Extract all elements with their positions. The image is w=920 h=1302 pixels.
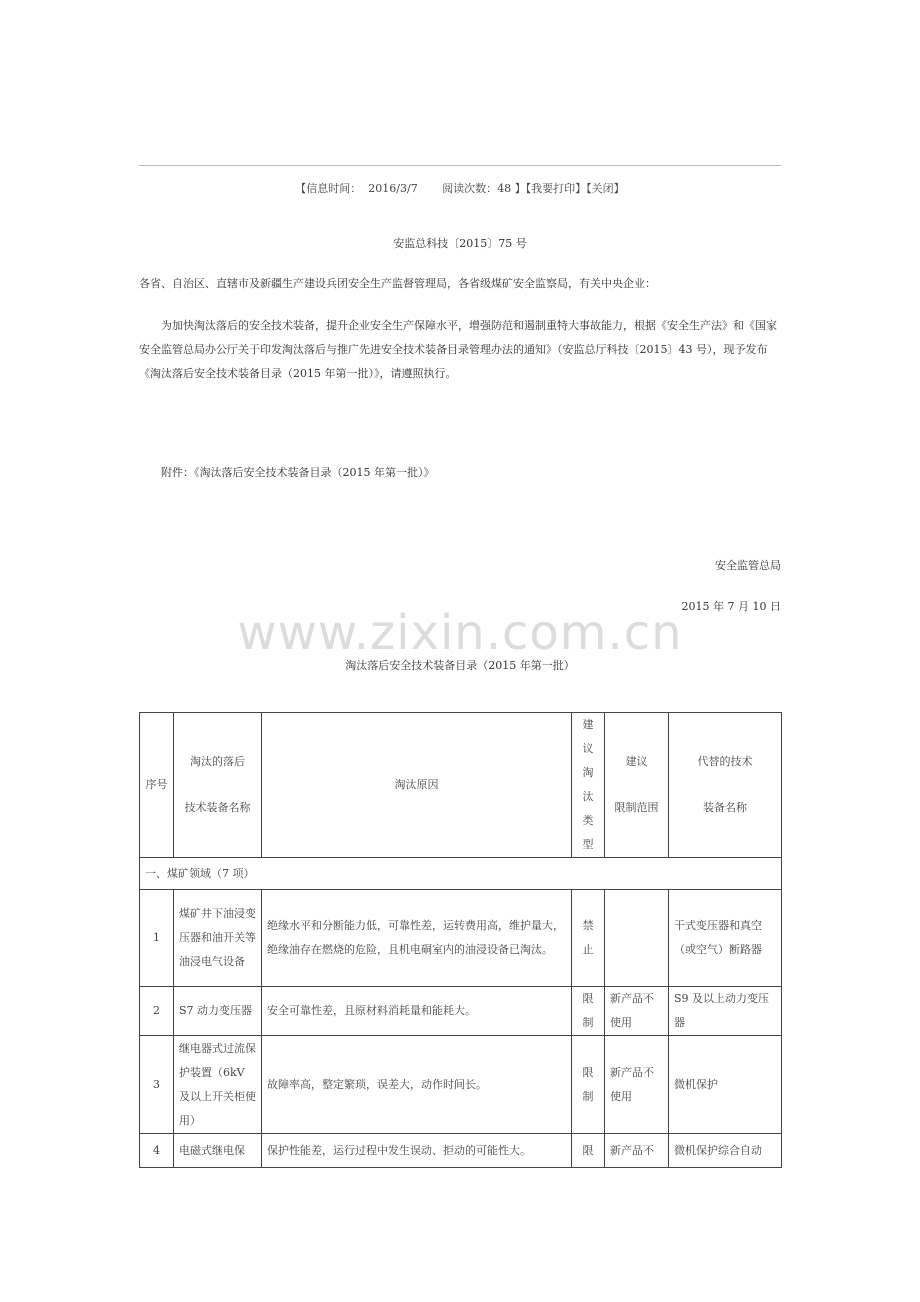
table-row bbox=[140, 1036, 782, 1134]
top-divider bbox=[139, 165, 781, 166]
row-replace: 微机保护综合自动 bbox=[669, 1134, 782, 1168]
header-type-char: 议 bbox=[582, 742, 594, 755]
row-type: 限制 bbox=[572, 987, 605, 1036]
row-type: 限制 bbox=[572, 1036, 605, 1134]
row-replace: 微机保护 bbox=[669, 1036, 782, 1134]
row-reason: 绝缘水平和分断能力低，可靠性差，运转费用高，维护量大，绝缘油存在燃烧的危险，且机电硐室内的油浸设备已淘汰。 bbox=[262, 890, 572, 987]
row-replace: S9 及以上动力变压器 bbox=[669, 987, 782, 1036]
table-row bbox=[140, 1134, 782, 1168]
header-reason: 淘汰原因 bbox=[262, 713, 572, 858]
section-row bbox=[140, 858, 782, 890]
close-link[interactable]: 【关闭】 bbox=[586, 182, 625, 195]
row-scope: 新产品不使用 bbox=[605, 987, 669, 1036]
header-replace bbox=[669, 713, 782, 858]
attachment-line: 附件：《淘汰落后安全技术装备目录（2015 年第一批）》 bbox=[161, 466, 435, 479]
row-num: 1 bbox=[140, 890, 174, 987]
header-type-char: 型 bbox=[582, 838, 594, 851]
row-num: 4 bbox=[140, 1134, 174, 1168]
row-name: 电磁式继电保 bbox=[174, 1134, 262, 1168]
row-scope bbox=[605, 890, 669, 987]
header-replace-line2: 装备名称 bbox=[703, 801, 747, 814]
table-row bbox=[140, 890, 782, 987]
row-scope: 新产品不使用 bbox=[605, 1036, 669, 1134]
table-header-row bbox=[140, 713, 782, 858]
header-type-char: 建 bbox=[582, 718, 594, 731]
row-name: S7 动力变压器 bbox=[174, 987, 262, 1036]
row-scope: 新产品不 bbox=[605, 1134, 669, 1168]
row-reason: 保护性能差，运行过程中发生误动、拒动的可能性大。 bbox=[262, 1134, 572, 1168]
body-paragraph: 为加快淘汰落后的安全技术装备，提升企业安全生产保障水平，增强防范和遏制重特大事故能力，根据《安全生产法》和《国家安全监管总局办公厅关于印发淘汰落后与推广先进安全技术装备目录管理办法的通知》（安监总厅科技〔2015〕43 号），现予发布《淘汰落后安全技术装备目录（2015 年第一批）》，请遵照执行。 bbox=[139, 319, 777, 380]
header-name-line2: 技术装备名称 bbox=[184, 801, 251, 814]
row-reason: 故障率高，整定繁琐，误差大，动作时间长。 bbox=[262, 1036, 572, 1134]
header-scope-line1: 建议 bbox=[625, 755, 648, 768]
header-type bbox=[572, 713, 605, 858]
header-scope bbox=[605, 713, 669, 858]
reads-value: 48 bbox=[497, 182, 512, 195]
document-number: 安监总科技〔2015〕75 号 bbox=[393, 237, 527, 250]
header-name bbox=[174, 713, 262, 858]
header-num: 序号 bbox=[140, 713, 174, 858]
header-scope-line2: 限制范围 bbox=[614, 801, 659, 814]
print-link[interactable]: 【我要打印】 bbox=[525, 182, 587, 195]
catalog-table bbox=[139, 712, 782, 1168]
section-title: 一、煤矿领域（7 项） bbox=[140, 858, 782, 890]
reads-label: 阅读次数： bbox=[442, 182, 498, 195]
header-type-char: 淘 bbox=[582, 766, 594, 779]
table-row bbox=[140, 987, 782, 1036]
row-replace: 干式变压器和真空（或空气）断路器 bbox=[669, 890, 782, 987]
info-bar bbox=[139, 180, 781, 196]
watermark: www.zixin.com.cn bbox=[237, 605, 683, 661]
row-num: 3 bbox=[140, 1036, 174, 1134]
issuing-org: 安全监管总局 bbox=[715, 559, 781, 572]
row-reason: 安全可靠性差，且原材料消耗量和能耗大。 bbox=[262, 987, 572, 1036]
row-name: 继电器式过流保护装置（6kV 及以上开关柜使用） bbox=[174, 1036, 262, 1134]
header-name-line1: 淘汰的落后 bbox=[190, 755, 245, 768]
row-type: 限 bbox=[572, 1134, 605, 1168]
addressee: 各省、自治区、直辖市及新疆生产建设兵团安全生产监督管理局，各省级煤矿安全监察局，有关中央企业： bbox=[139, 277, 656, 290]
time-value: 2016/3/7 bbox=[368, 182, 418, 195]
row-type: 禁止 bbox=[572, 890, 605, 987]
header-replace-line1: 代替的技术 bbox=[697, 755, 753, 768]
row-name: 煤矿井下油浸变压器和油开关等油浸电气设备 bbox=[174, 890, 262, 987]
header-type-char: 类 bbox=[582, 814, 594, 827]
table-title: 淘汰落后安全技术装备目录（2015 年第一批） bbox=[345, 659, 575, 672]
time-label: 【信息时间： bbox=[295, 182, 362, 195]
issue-date: 2015 年 7 月 10 日 bbox=[681, 600, 781, 613]
row-num: 2 bbox=[140, 987, 174, 1036]
header-type-char: 汰 bbox=[582, 790, 594, 803]
reads-close: 】 bbox=[514, 182, 526, 195]
